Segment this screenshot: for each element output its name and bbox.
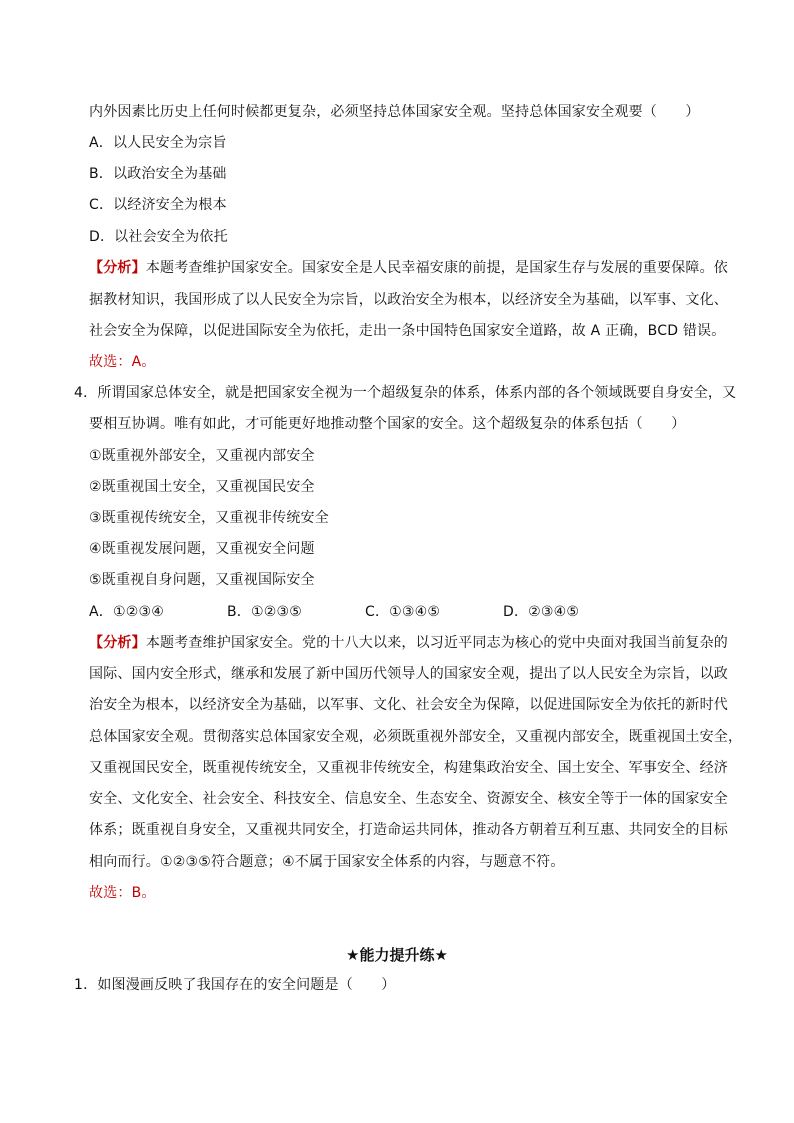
- q3-analysis-line-1: [89, 258, 728, 278]
- q3-option-b: B．以政治安全为基础: [89, 166, 227, 182]
- q3-stem-tail: 内外因素比历史上任何时候都更复杂，必须坚持总体国家安全观。坚持总体国家安全观要（ ）: [89, 104, 700, 120]
- q4-analysis-line-3: 治安全为根本，以经济安全为基础，以军事、文化、社会安全为保障，以促进国际安全为依托的新时代: [89, 697, 728, 713]
- q3-analysis-line-3: 社会安全为保障，以促进国际安全为依托，走出一条中国特色国家安全道路，故 A 正确，BCD 错误。: [89, 323, 726, 339]
- q4-stem-line-1: [74, 383, 736, 403]
- q4-stem-text-1: 所谓国家总体安全，就是把国家安全视为一个超级复杂的体系，体系内部的各个领域既要自身安全，又: [97, 385, 737, 401]
- q4-number: 4．: [74, 385, 98, 401]
- q3-analysis-line-2: 据教材知识，我国形成了以人民安全为宗旨，以政治安全为根本，以经济安全为基础，以军事、文化、: [89, 292, 728, 308]
- q4-options-row: [89, 602, 579, 622]
- q4-analysis-line-7: 体系；既重视自身安全，又重视共同安全，打造命运共同体，推动各方朝着互利互惠、共同安全的目标: [89, 822, 728, 838]
- q4-option-c: C．①③④⑤: [365, 604, 441, 620]
- q3-option-d: D．以社会安全为依托: [89, 229, 228, 245]
- q4-analysis-line-4: 总体国家安全观。贯彻落实总体国家安全观，必须既重视外部安全，又重视内部安全，既重视国土安全，: [89, 729, 743, 745]
- q4-item-3: ③既重视传统安全，又重视非传统安全: [89, 510, 329, 526]
- q4-analysis-line-2: 国际、国内安全形式，继承和发展了新中国历代领导人的国家安全观，提出了以人民安全为宗旨，以政: [89, 666, 728, 682]
- q3-answer: 故选：A。: [89, 354, 156, 370]
- q4-stem-line-2: 要相互协调。唯有如此，才可能更好地推动整个国家的安全。这个超级复杂的体系包括（ ）: [89, 416, 686, 432]
- q4-analysis-text-1: 本题考查维护国家安全。党的十八大以来，以习近平同志为核心的党中央面对我国当前复杂的: [145, 635, 729, 651]
- q3-option-c: C．以经济安全为根本: [89, 197, 227, 213]
- q4-analysis-tag: 【分析】: [89, 635, 146, 651]
- q4-analysis-line-1: [89, 633, 728, 653]
- q4-analysis-line-6: 安全、文化安全、社会安全、科技安全、信息安全、生态安全、资源安全、核安全等于一体的国家安全: [89, 791, 728, 807]
- q4-option-b: B．①②③⑤: [227, 604, 303, 620]
- q3-analysis-text-1: 本题考查维护国家安全。国家安全是人民幸福安康的前提，是国家生存与发展的重要保障。依: [145, 260, 729, 276]
- q5-number: 1．: [74, 977, 98, 993]
- q5-stem-text: 如图漫画反映了我国存在的安全问题是（ ）: [97, 977, 396, 993]
- q4-item-4: ④既重视发展问题，又重视安全问题: [89, 541, 315, 557]
- q4-item-5: ⑤既重视自身问题，又重视国际安全: [89, 572, 315, 588]
- q4-item-2: ②既重视国土安全，又重视国民安全: [89, 479, 315, 495]
- q4-item-1: ①既重视外部安全，又重视内部安全: [89, 448, 315, 464]
- q4-analysis-line-8: 相向而行。①②③⑤符合题意；④不属于国家安全体系的内容，与题意不符。: [89, 854, 565, 870]
- section-title: ★能力提升练★: [346, 946, 448, 964]
- q3-option-a: A．以人民安全为宗旨: [89, 135, 227, 151]
- q4-option-a: A．①②③④: [89, 604, 164, 620]
- q4-answer: 故选：B。: [89, 885, 156, 901]
- q4-option-d: D．②③④⑤: [503, 604, 580, 620]
- q4-analysis-line-5: 又重视国民安全，既重视传统安全，又重视非传统安全，构建集政治安全、国土安全、军事安全、经济: [89, 760, 728, 776]
- q5-stem-line: [74, 975, 396, 995]
- q3-analysis-tag: 【分析】: [89, 260, 146, 276]
